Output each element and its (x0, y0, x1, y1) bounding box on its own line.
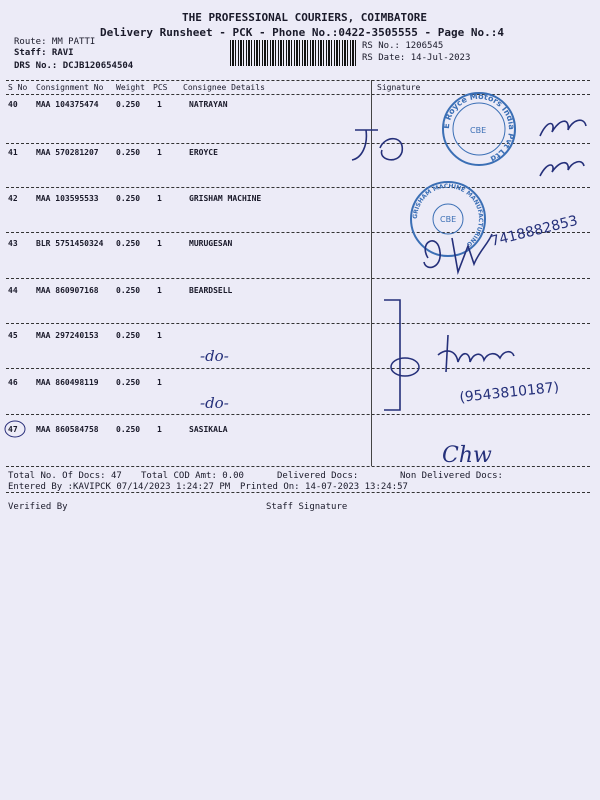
row-sno: 44 (8, 286, 18, 295)
row-consignee: GRISHAM MACHINE (189, 194, 262, 203)
delivered-docs: Delivered Docs: (277, 471, 359, 481)
col-signature: Signature (377, 83, 421, 92)
row-pcs: 1 (157, 239, 162, 248)
staff-label: Staff: RAVI (14, 48, 74, 58)
rs-date: RS Date: 14-Jul-2023 (362, 53, 471, 63)
stamp-grisham (411, 182, 485, 256)
col-sno: S No (8, 83, 28, 92)
runsheet-subtitle: Delivery Runsheet - PCK - Phone No.:0422-3505555 - Page No.:4 (100, 26, 504, 39)
row-consignment: MAA 297240153 (36, 331, 99, 340)
rs-number: RS No.: 1206545 (362, 41, 444, 51)
stamp2-center: CBE (440, 215, 457, 224)
row-pcs: 1 (157, 100, 162, 109)
row-consignee: SASIKALA (189, 425, 228, 434)
row-weight: 0.250 (116, 425, 141, 434)
stamp2-text: GRISHAM MACHINE MANUFACTURING (411, 182, 485, 248)
row-consignment: MAA 104375474 (36, 100, 99, 109)
row-weight: 0.250 (116, 194, 141, 203)
row-consignee: NATRAYAN (189, 100, 228, 109)
col-consignee: Consignee Details (183, 83, 265, 92)
total-cod: Total COD Amt: 0.00 (141, 471, 244, 481)
drs-number: DRS No.: DCJB120654504 (14, 61, 134, 71)
row-sno: 42 (8, 194, 18, 203)
handwritten-phone-2: (9543810187) (458, 379, 560, 406)
row-consignee: MURUGESAN (189, 239, 233, 248)
row-consignment: MAA 860498119 (36, 378, 99, 387)
row-pcs: 1 (157, 148, 162, 157)
row-weight: 0.250 (116, 378, 141, 387)
col-consignment: Consignment No (36, 83, 104, 92)
verified-by: Verified By (8, 502, 68, 512)
row-pcs: 1 (157, 378, 162, 387)
row-consignee: BEARDSELL (189, 286, 233, 295)
row-pcs: 1 (157, 425, 162, 434)
non-delivered-docs: Non Delivered Docs: (400, 471, 503, 481)
row-weight: 0.250 (116, 286, 141, 295)
row-consignee: EROYCE (189, 148, 218, 157)
row-weight: 0.250 (116, 331, 141, 340)
total-docs: Total No. Of Docs: 47 (8, 471, 122, 481)
row-pcs: 1 (157, 194, 162, 203)
company-title: THE PROFESSIONAL COURIERS, COIMBATORE (182, 11, 428, 24)
staff-signature-label: Staff Signature (266, 502, 348, 512)
row-pcs: 1 (157, 286, 162, 295)
row-weight: 0.250 (116, 148, 141, 157)
stamp1-text: E Royce Motors India Pvt Ltd (441, 91, 517, 164)
row-weight: 0.250 (116, 100, 141, 109)
row-consignment: BLR 5751450324 (36, 239, 104, 248)
row-consignment: MAA 860907168 (36, 286, 99, 295)
ditto-mark-46: -do- (200, 394, 229, 412)
col-weight: Weight (116, 83, 145, 92)
stamp-eroyce (442, 92, 516, 165)
row-47-circle (5, 421, 25, 437)
col-pcs: PCS (153, 83, 168, 92)
row-consignment: MAA 860584758 (36, 425, 99, 434)
row-sno: 43 (8, 239, 18, 248)
handwritten-phone-1: 7418882853 (489, 212, 580, 250)
row-pcs: 1 (157, 331, 162, 340)
row-sno: 46 (8, 378, 18, 387)
handwritten-initials: Chw (442, 443, 492, 468)
row-sno: 40 (8, 100, 18, 109)
row-weight: 0.250 (116, 239, 141, 248)
row-consignment: MAA 103595533 (36, 194, 99, 203)
row-sno: 41 (8, 148, 18, 157)
printed-on: Printed On: 14-07-2023 13:24:57 (240, 482, 408, 492)
row-sno: 45 (8, 331, 18, 340)
entered-by: Entered By :KAVIPCK 07/14/2023 1:24:27 PM (8, 482, 231, 492)
row-sno: 47 (8, 425, 18, 434)
row-consignment: MAA 570281207 (36, 148, 99, 157)
ditto-mark-45: -do- (200, 347, 229, 365)
route-label: Route: MM PATTI (14, 37, 96, 47)
stamp1-center: CBE (470, 126, 487, 135)
